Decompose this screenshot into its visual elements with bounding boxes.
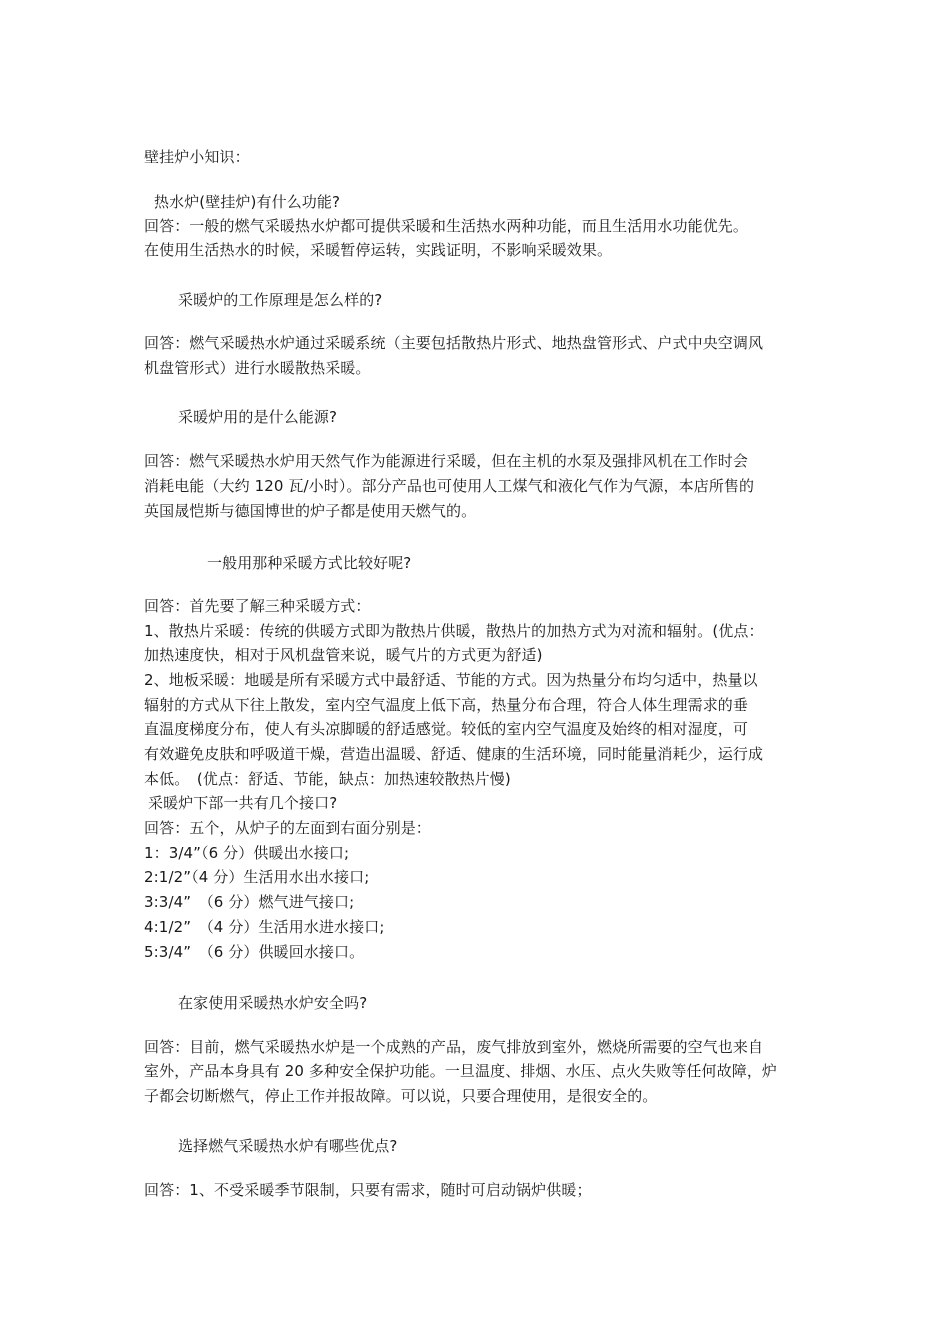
question-energy: 采暖炉用的是什么能源? (178, 408, 338, 426)
answer-safety-line-2: 室外，产品本身具有 20 多种安全保护功能。一旦温度、排烟、水压、点火失败等任何故障，炉 (144, 1062, 778, 1080)
question-principle: 采暖炉的工作原理是怎么样的? (178, 291, 383, 309)
answer-energy-line-2: 消耗电能（大约 120 瓦/小时）。部分产品也可使用人工煤气和液化气作为气源，本店所售的 (144, 477, 755, 495)
answer-method-line-2: 1、散热片采暖：传统的供暖方式即为散热片供暖，散热片的加热方式为对流和辐射。(优点： (144, 622, 764, 640)
question-safety: 在家使用采暖热水炉安全吗? (178, 994, 368, 1012)
answer-advantage-line-1: 回答：1、不受采暖季节限制，只要有需求，随时可启动锅炉供暖； (144, 1181, 592, 1199)
answer-method-line-1: 回答：首先要了解三种采暖方式： (144, 597, 371, 615)
answer-ports-line-2: 1：3/4”（6 分）供暖出水接口; (144, 844, 350, 862)
question-advantage: 选择燃气采暖热水炉有哪些优点? (178, 1137, 398, 1155)
answer-ports-line-1: 回答：五个，从炉子的左面到右面分别是： (144, 819, 431, 837)
question-ports: 采暖炉下部一共有几个接口? (148, 794, 338, 812)
answer-method-line-5: 辐射的方式从下往上散发，室内空气温度上低下高，热量分布合理，符合人体生理需求的垂 (144, 696, 749, 714)
answer-ports-line-3: 2:1/2”（4 分）生活用水出水接口; (144, 868, 370, 886)
answer-safety-line-3: 子都会切断燃气，停止工作并报故障。可以说，只要合理使用，是很安全的。 (144, 1087, 658, 1105)
answer-energy-line-1: 回答：燃气采暖热水炉用天然气作为能源进行采暖，但在主机的水泵及强排风机在工作时会 (144, 452, 749, 470)
answer-function-line-2: 在使用生活热水的时候，采暖暂停运转，实践证明，不影响采暖效果。 (144, 241, 613, 259)
answer-method-line-7: 有效避免皮肤和呼吸道干燥，营造出温暖、舒适、健康的生活环境，同时能量消耗少，运行成 (144, 745, 764, 763)
answer-ports-line-6: 5:3/4” （6 分）供暖回水接口。 (144, 943, 365, 961)
question-method: 一般用那种采暖方式比较好呢? (207, 554, 412, 572)
answer-ports-line-5: 4:1/2” （4 分）生活用水进水接口; (144, 918, 385, 936)
answer-method-line-3: 加热速度快，相对于风机盘管来说，暖气片的方式更为舒适) (144, 646, 543, 664)
answer-energy-line-3: 英国晟恺斯与德国博世的炉子都是使用天燃气的。 (144, 502, 477, 520)
question-function: 热水炉(壁挂炉)有什么功能? (154, 193, 341, 211)
answer-method-line-6: 直温度梯度分布，使人有头凉脚暖的舒适感觉。较低的室内空气温度及始终的相对湿度，可 (144, 720, 749, 738)
answer-ports-line-4: 3:3/4” （6 分）燃气进气接口; (144, 893, 355, 911)
answer-principle-line-1: 回答：燃气采暖热水炉通过采暖系统（主要包括散热片形式、地热盘管形式、户式中央空调风 (144, 334, 764, 352)
answer-safety-line-1: 回答：目前，燃气采暖热水炉是一个成熟的产品，废气排放到室外，燃烧所需要的空气也来自 (144, 1038, 764, 1056)
document-title: 壁挂炉小知识： (144, 148, 250, 166)
answer-function-line-1: 回答：一般的燃气采暖热水炉都可提供采暖和生活热水两种功能，而且生活用水功能优先。 (144, 217, 749, 235)
answer-method-line-4: 2、地板采暖：地暖是所有采暖方式中最舒适、节能的方式。因为热量分布均匀适中，热量以 (144, 671, 758, 689)
answer-method-line-8: 本低。 (优点：舒适、节能，缺点：加热速较散热片慢) (144, 770, 511, 788)
answer-principle-line-2: 机盘管形式）进行水暖散热采暖。 (144, 359, 371, 377)
